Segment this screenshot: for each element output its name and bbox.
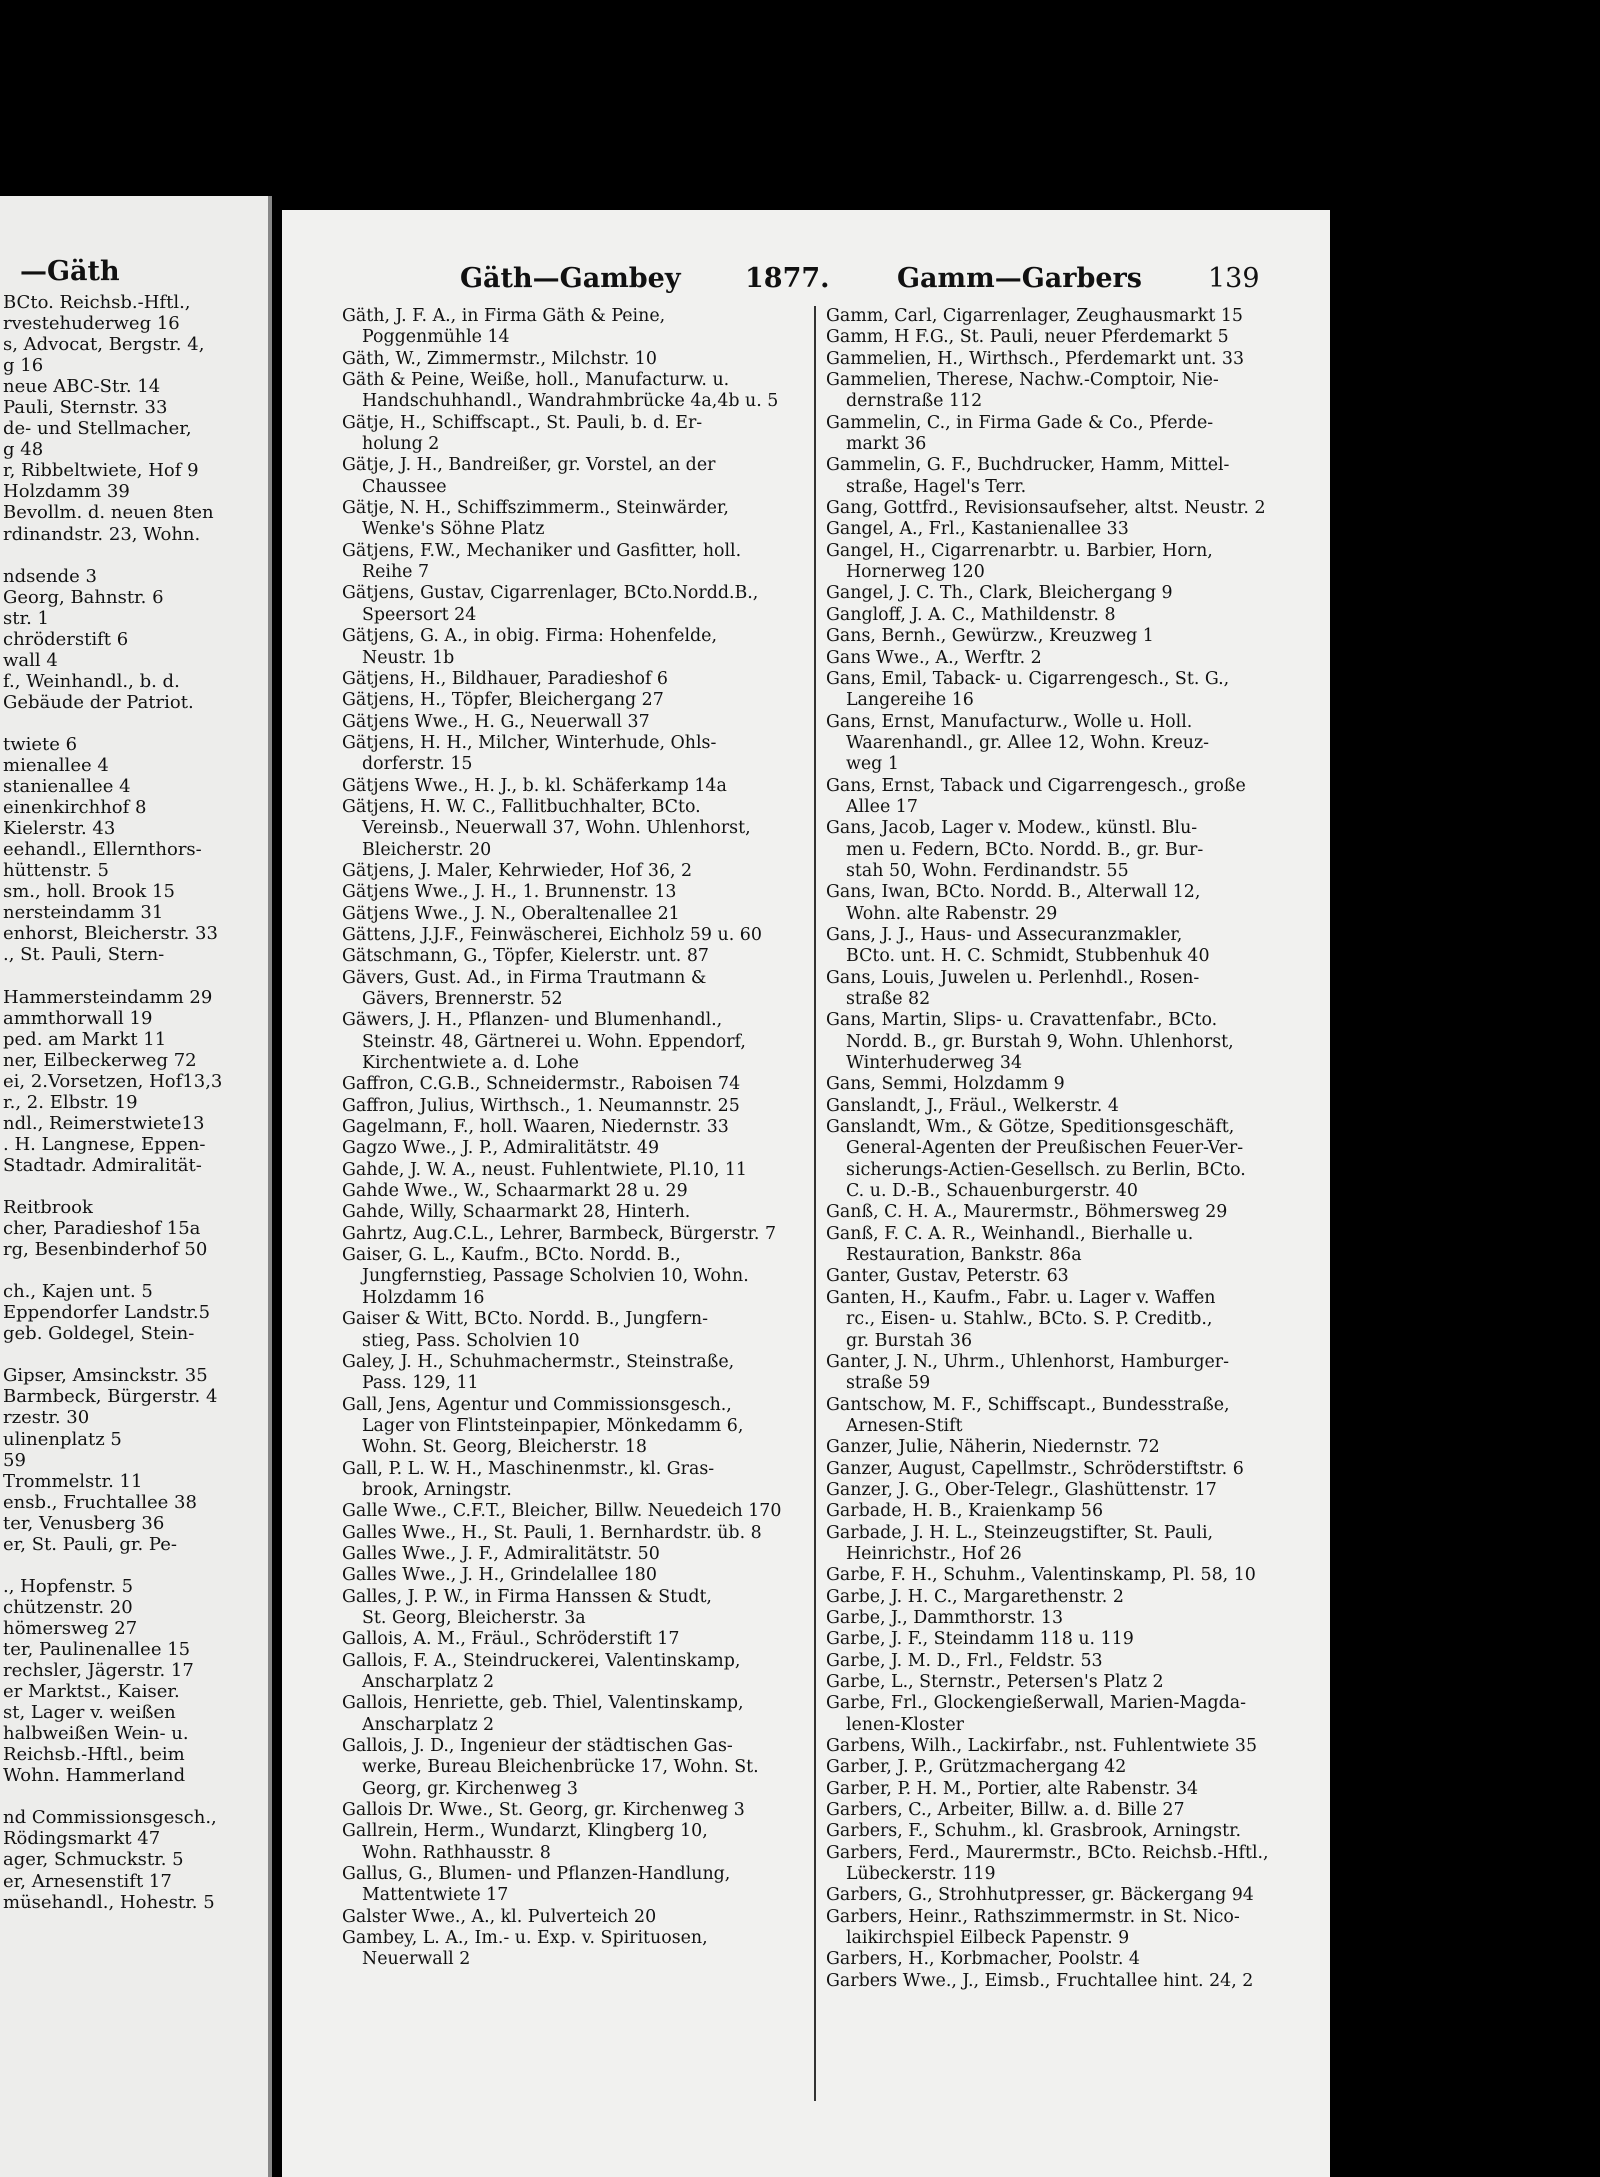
directory-line: ensb., Fruchtallee 38 — [3, 1491, 197, 1513]
directory-line: Lager von Flintsteinpapier, Mönkedamm 6, — [362, 1415, 744, 1436]
running-head-year: 1877. — [745, 263, 830, 294]
directory-line: Georg, Bahnstr. 6 — [3, 586, 164, 608]
directory-line: dernstraße 112 — [846, 391, 983, 412]
directory-line: mienallee 4 — [3, 755, 109, 777]
directory-line: Gätjens, H., Bildhauer, Paradieshof 6 — [342, 668, 668, 689]
directory-line: Holzdamm 39 — [3, 481, 130, 503]
directory-line: rc., Eisen- u. Stahlw., BCto. S. P. Creditb., — [846, 1309, 1213, 1330]
directory-line: Gätjens, G. A., in obig. Firma: Hohenfelde, — [342, 626, 717, 647]
directory-line: ., St. Pauli, Stern- — [3, 944, 165, 966]
directory-line: Wenke's Söhne Platz — [362, 519, 545, 540]
directory-line: ndsende 3 — [3, 565, 97, 587]
directory-line: Wohn. St. Georg, Bleicherstr. 18 — [362, 1437, 647, 1458]
directory-line: Galles, J. P. W., in Firma Hanssen & Studt, — [342, 1586, 712, 1607]
directory-line: markt 36 — [846, 434, 927, 455]
directory-line: Gätjens, H. W. C., Fallitbuchhalter, BCto. — [342, 796, 701, 817]
directory-line: eehandl., Ellernthors- — [3, 839, 202, 861]
directory-line: Gallois, F. A., Steindruckerei, Valentinskamp, — [342, 1650, 741, 1671]
directory-line: g 48 — [3, 439, 44, 461]
directory-line: ter, Venusberg 36 — [3, 1512, 165, 1534]
directory-line: Gans, Martin, Slips- u. Cravattenfabr., BCto. — [826, 1010, 1218, 1031]
directory-line: twiete 6 — [3, 733, 78, 755]
directory-line: rzestr. 30 — [3, 1407, 90, 1429]
directory-line: Gans, Iwan, BCto. Nordd. B., Alterwall 12, — [826, 882, 1201, 903]
directory-line: stanienallee 4 — [3, 776, 131, 798]
directory-line: Pauli, Sternstr. 33 — [3, 397, 168, 419]
directory-line: Gangel, J. C. Th., Clark, Bleichergang 9 — [826, 583, 1173, 604]
directory-line: Garber, J. P., Grützmachergang 42 — [826, 1757, 1127, 1778]
directory-line: Stadtadr. Admiralität- — [3, 1154, 202, 1176]
directory-line: Trommelstr. 11 — [3, 1470, 143, 1492]
directory-line: Gätjens, Gustav, Cigarrenlager, BCto.Nordd.B., — [342, 583, 759, 604]
directory-line: Gätjens, J. Maler, Kehrwieder, Hof 36, 2 — [342, 860, 693, 881]
directory-line: ter, Paulinenallee 15 — [3, 1639, 191, 1660]
directory-line: lenen-Kloster — [846, 1714, 964, 1735]
directory-line: Gäwers, J. H., Pflanzen- und Blumenhandl., — [342, 1010, 723, 1031]
directory-line: Poggenmühle 14 — [362, 327, 510, 348]
directory-line: Gallois, J. D., Ingenieur der städtischen Gas- — [342, 1736, 733, 1757]
directory-line: St. Georg, Bleicherstr. 3a — [362, 1607, 586, 1628]
directory-line: Ganzer, Julie, Näherin, Niedernstr. 72 — [826, 1437, 1160, 1458]
directory-line: Gipser, Amsinckstr. 35 — [3, 1365, 208, 1387]
directory-line: Chaussee — [362, 476, 447, 497]
directory-line: Neustr. 1b — [362, 647, 455, 668]
directory-line: Galle Wwe., C.F.T., Bleicher, Billw. Neuedeich 170 — [342, 1501, 782, 1522]
directory-line: Kielerstr. 43 — [3, 818, 116, 840]
directory-line — [0, 1344, 268, 1365]
directory-line: Steinstr. 48, Gärtnerei u. Wohn. Eppendorf, — [362, 1031, 746, 1052]
directory-line: Gall, P. L. W. H., Maschinenmstr., kl. Gras- — [342, 1458, 715, 1479]
directory-line: Gans, Bernh., Gewürzw., Kreuzweg 1 — [826, 626, 1154, 647]
directory-line: Jungfernstieg, Passage Scholvien 10, Wohn. — [362, 1266, 749, 1287]
directory-line: Gamm, H F.G., St. Pauli, neuer Pferdemarkt 5 — [826, 327, 1229, 348]
directory-line: Garbers, Heinr., Rathszimmermstr. in St. Nico- — [826, 1906, 1240, 1927]
column-divider — [814, 306, 816, 2101]
directory-line: Ganzer, J. G., Ober-Telegr., Glashüttenstr. 17 — [826, 1479, 1217, 1500]
directory-line: brook, Arningstr. — [362, 1479, 512, 1500]
directory-line: müsehandl., Hohestr. 5 — [3, 1891, 215, 1913]
directory-line: einenkirchhof 8 — [3, 797, 147, 819]
directory-line: werke, Bureau Bleichenbrücke 17, Wohn. St. — [362, 1757, 759, 1778]
directory-column-right — [826, 306, 1294, 1992]
directory-line: Langereihe 16 — [846, 690, 974, 711]
directory-line: BCto. unt. H. C. Schmidt, Stubbenhuk 40 — [846, 946, 1210, 967]
directory-line: chützenstr. 20 — [3, 1596, 133, 1618]
directory-line: hüttenstr. 5 — [3, 860, 109, 882]
directory-line: nd Commissionsgesch., — [3, 1807, 217, 1829]
directory-line: Galles Wwe., J. H., Grindelallee 180 — [342, 1565, 657, 1586]
directory-line: Hammersteindamm 29 — [3, 986, 213, 1008]
left-page-lines — [0, 292, 268, 1913]
directory-line: Neuerwall 2 — [362, 1949, 471, 1970]
directory-line: ei, 2.Vorsetzen, Hof13,3 — [3, 1070, 223, 1092]
directory-line: Gätje, H., Schiffscapt., St. Pauli, b. d. Er- — [342, 412, 703, 433]
directory-line: Garbe, J., Dammthorstr. 13 — [826, 1607, 1064, 1628]
directory-line: Gagelmann, F., holl. Waaren, Niedernstr. 33 — [342, 1117, 729, 1138]
directory-line: Waarenhandl., gr. Allee 12, Wohn. Kreuz- — [846, 732, 1209, 753]
directory-line: Gaffron, Julius, Wirthsch., 1. Neumannstr. 25 — [342, 1095, 740, 1116]
directory-line: enhorst, Bleicherstr. 33 — [3, 923, 218, 945]
directory-line: Gang, Gottfrd., Revisionsaufseher, altst. Neustr. 2 — [826, 498, 1266, 519]
directory-line: Gans, Semmi, Holzdamm 9 — [826, 1074, 1065, 1095]
directory-line: r., 2. Elbstr. 19 — [3, 1091, 138, 1113]
directory-line: Gätschmann, G., Töpfer, Kielerstr. unt. 87 — [342, 946, 709, 967]
directory-line: Gäth & Peine, Weiße, holl., Manufacturw. u. — [342, 370, 730, 391]
directory-line: Winterhuderweg 34 — [846, 1053, 1023, 1074]
running-head-left: Gäth—Gambey — [460, 263, 681, 294]
left-page — [0, 196, 272, 2177]
directory-line: 59 — [3, 1449, 26, 1471]
directory-line: st, Lager v. weißen — [3, 1702, 176, 1724]
directory-line: ch., Kajen unt. 5 — [3, 1281, 153, 1303]
directory-line: Gans Wwe., A., Werftr. 2 — [826, 647, 1042, 668]
directory-line: Ganß, F. C. A. R., Weinhandl., Bierhalle u. — [826, 1223, 1194, 1244]
directory-line: Gans, Emil, Taback- u. Cigarrengesch., St. G., — [826, 668, 1230, 689]
directory-line: Restauration, Bankstr. 86a — [846, 1245, 1082, 1266]
directory-line: Gäth, J. F. A., in Firma Gäth & Peine, — [342, 306, 666, 326]
directory-line: Gätjens, F.W., Mechaniker und Gasfitter, holl. — [342, 540, 742, 561]
directory-line: ped. am Markt 11 — [3, 1028, 167, 1050]
directory-line: Wohn. Rathhausstr. 8 — [362, 1842, 551, 1863]
directory-line: Garbe, J. M. D., Frl., Feldstr. 53 — [826, 1650, 1103, 1671]
directory-line: ulinenplatz 5 — [3, 1428, 122, 1450]
directory-line: Vereinsb., Neuerwall 37, Wohn. Uhlenhorst, — [362, 818, 751, 839]
directory-line: Gävers, Gust. Ad., in Firma Trautmann & — [342, 967, 707, 988]
directory-line: Galles Wwe., J. F., Admiralitätstr. 50 — [342, 1543, 660, 1564]
directory-line: Bevollm. d. neuen 8ten — [3, 502, 214, 524]
directory-line: g 16 — [3, 355, 44, 377]
directory-line: rvestehuderweg 16 — [3, 313, 180, 335]
directory-line: er, St. Pauli, gr. Pe- — [3, 1533, 177, 1555]
directory-line: rechsler, Jägerstr. 17 — [3, 1660, 194, 1682]
directory-line: Gätjens, H., Töpfer, Bleichergang 27 — [342, 690, 664, 711]
directory-line: Reichsb.-Hftl., beim — [3, 1744, 185, 1766]
directory-line: wall 4 — [3, 649, 58, 671]
directory-line: C. u. D.-B., Schauenburgerstr. 40 — [846, 1181, 1138, 1202]
directory-line: hömersweg 27 — [3, 1617, 138, 1639]
directory-line: Speersort 24 — [362, 604, 477, 625]
directory-line: Gantschow, M. F., Schiffscapt., Bundesstraße, — [826, 1394, 1230, 1415]
directory-line: de- und Stellmacher, — [3, 418, 192, 440]
directory-line: straße, Hagel's Terr. — [846, 476, 1027, 497]
page-number: 139 — [1208, 263, 1260, 294]
directory-line: Gaiser, G. L., Kaufm., BCto. Nordd. B., — [342, 1245, 681, 1266]
directory-line: Gaffron, C.G.B., Schneidermstr., Raboisen 74 — [342, 1074, 741, 1095]
directory-line: ndl., Reimerstwiete13 — [3, 1112, 205, 1134]
directory-line: Gammelien, H., Wirthsch., Pferdemarkt unt. 33 — [826, 348, 1245, 369]
directory-line: Gätjens Wwe., H. J., b. kl. Schäferkamp 14a — [342, 775, 727, 796]
directory-line: Gätje, J. H., Bandreißer, gr. Vorstel, an der — [342, 455, 716, 476]
directory-line: nersteindamm 31 — [3, 902, 164, 924]
directory-line — [0, 966, 268, 987]
directory-line: General-Agenten der Preußischen Feuer-Ver- — [846, 1138, 1244, 1159]
directory-line: Pass. 129, 11 — [362, 1373, 479, 1394]
directory-line: s, Advocat, Bergstr. 4, — [3, 334, 205, 356]
directory-line: Garber, P. H. M., Portier, alte Rabenstr. 34 — [826, 1778, 1199, 1799]
directory-line — [0, 713, 268, 734]
directory-line: men u. Federn, BCto. Nordd. B., gr. Bur- — [846, 839, 1204, 860]
directory-line: Arnesen-Stift — [846, 1415, 963, 1436]
directory-line: Garbe, J. H. C., Margarethenstr. 2 — [826, 1586, 1124, 1607]
directory-line: sicherungs-Actien-Gesellsch. zu Berlin, BCto. — [846, 1159, 1246, 1180]
directory-line: Galey, J. H., Schuhmachermstr., Steinstraße, — [342, 1351, 735, 1372]
directory-line: Ganslandt, J., Fräul., Welkerstr. 4 — [826, 1095, 1119, 1116]
directory-line: er, Arnesenstift 17 — [3, 1870, 172, 1892]
directory-line: Garbers Wwe., J., Eimsb., Fruchtallee hint. 24, 2 — [826, 1970, 1254, 1991]
directory-line: Galles Wwe., H., St. Pauli, 1. Bernhardstr. üb. 8 — [342, 1522, 762, 1543]
directory-line: Gangel, H., Cigarrenarbtr. u. Barbier, Horn, — [826, 540, 1213, 561]
directory-line: Bleicherstr. 20 — [362, 839, 492, 860]
directory-line: Gans, Ernst, Taback und Cigarrengesch., große — [826, 775, 1246, 796]
directory-line: Gall, Jens, Agentur und Commissionsgesch., — [342, 1394, 732, 1415]
directory-column-left — [342, 306, 810, 1971]
directory-line: dorferstr. 15 — [362, 754, 473, 775]
directory-line: Gans, Ernst, Manufacturw., Wolle u. Holl. — [826, 711, 1193, 732]
directory-line: straße 59 — [846, 1373, 931, 1394]
directory-line: Gammelin, C., in Firma Gade & Co., Pferde- — [826, 412, 1214, 433]
directory-line: straße 82 — [846, 989, 931, 1009]
directory-line: Georg, gr. Kirchenweg 3 — [362, 1778, 578, 1799]
directory-line: Ganzer, August, Capellmstr., Schröderstiftstr. 6 — [826, 1458, 1244, 1479]
directory-line: rdinandstr. 23, Wohn. — [3, 523, 201, 545]
directory-line: Gallrein, Herm., Wundarzt, Klingberg 10, — [342, 1821, 708, 1842]
directory-line: Gaiser & Witt, BCto. Nordd. B., Jungfern- — [342, 1309, 708, 1330]
directory-line: sm., holl. Brook 15 — [3, 881, 175, 903]
directory-line: Heinrichstr., Hof 26 — [846, 1543, 1022, 1564]
directory-line: Garbade, H. B., Kraienkamp 56 — [826, 1501, 1104, 1522]
directory-line: Gebäude der Patriot. — [3, 691, 194, 713]
directory-line: Ganß, C. H. A., Maurermstr., Böhmersweg 29 — [826, 1202, 1228, 1223]
directory-line: Gamm, Carl, Cigarrenlager, Zeughausmarkt 15 — [826, 306, 1243, 326]
directory-line: Garbers, Ferd., Maurermstr., BCto. Reichsb.-Hftl., — [826, 1842, 1269, 1863]
directory-line: Gäth, W., Zimmermstr., Milchstr. 10 — [342, 348, 657, 369]
directory-line: er Marktst., Kaiser. — [3, 1681, 180, 1703]
directory-line: Gammelien, Therese, Nachw.-Comptoir, Nie- — [826, 370, 1219, 391]
directory-line: Lübeckerstr. 119 — [846, 1864, 996, 1885]
directory-line: Kirchentwiete a. d. Lohe — [362, 1053, 579, 1074]
directory-line: Gahde, J. W. A., neust. Fuhlentwiete, Pl.10, 11 — [342, 1159, 748, 1180]
directory-line: Garbe, F. H., Schuhm., Valentinskamp, Pl. 58, 10 — [826, 1565, 1256, 1586]
directory-line — [0, 1786, 268, 1807]
directory-line: Gätje, N. H., Schiffszimmerm., Steinwärder, — [342, 498, 729, 519]
directory-line: Gättens, J.J.F., Feinwäscherei, Eichholz 59 u. 60 — [342, 924, 762, 945]
directory-line: Gätjens Wwe., J. H., 1. Brunnenstr. 13 — [342, 882, 677, 903]
directory-line: . H. Langnese, Eppen- — [3, 1133, 206, 1155]
directory-line — [0, 1555, 268, 1576]
directory-line: ammthorwall 19 — [3, 1007, 153, 1029]
directory-line: Ganslandt, Wm., & Götze, Speditionsgeschäft, — [826, 1117, 1235, 1138]
directory-line: laikirchspiel Eilbeck Papenstr. 9 — [846, 1928, 1130, 1949]
directory-line: Gangel, A., Frl., Kastanienallee 33 — [826, 519, 1129, 540]
directory-line: rg, Besenbinderhof 50 — [3, 1239, 208, 1261]
directory-line: Gätjens, H. H., Milcher, Winterhude, Ohls- — [342, 732, 717, 753]
directory-line: Anscharplatz 2 — [362, 1672, 495, 1692]
directory-line: ., Hopfenstr. 5 — [3, 1575, 134, 1597]
directory-line: Ganter, Gustav, Peterstr. 63 — [826, 1266, 1069, 1287]
directory-line: r, Ribbeltwiete, Hof 9 — [3, 460, 199, 482]
directory-line: Garbe, J. F., Steindamm 118 u. 119 — [826, 1629, 1134, 1650]
directory-line: Gahde Wwe., W., Schaarmarkt 28 u. 29 — [342, 1181, 688, 1202]
directory-line: gr. Burstah 36 — [846, 1330, 973, 1351]
directory-line: Allee 17 — [846, 796, 918, 817]
directory-line: Gans, Louis, Juwelen u. Perlenhdl., Rosen- — [826, 967, 1200, 988]
directory-line: Garbers, G., Strohhutpresser, gr. Bäckergang 94 — [826, 1885, 1254, 1906]
directory-line: Gallois, Henriette, geb. Thiel, Valentinskamp, — [342, 1693, 744, 1714]
directory-line: Nordd. B., gr. Burstah 9, Wohn. Uhlenhorst, — [846, 1031, 1234, 1052]
directory-line: Rödingsmarkt 47 — [3, 1828, 161, 1850]
directory-line: Gätjens Wwe., J. N., Oberaltenallee 21 — [342, 903, 680, 924]
directory-line: Wohn. Hammerland — [3, 1765, 186, 1787]
directory-line: Garbe, Frl., Glockengießerwall, Marien-Magda- — [826, 1693, 1247, 1714]
directory-line: Galster Wwe., A., kl. Pulverteich 20 — [342, 1906, 657, 1927]
directory-line: Wohn. alte Rabenstr. 29 — [846, 903, 1058, 924]
directory-line: Reitbrook — [3, 1197, 93, 1219]
directory-line: Garbe, L., Sternstr., Petersen's Platz 2 — [826, 1672, 1164, 1692]
directory-line: neue ABC-Str. 14 — [3, 376, 161, 398]
directory-line: Gambey, L. A., Im.- u. Exp. v. Spirituosen, — [342, 1928, 708, 1949]
directory-line: Gans, Jacob, Lager v. Modew., künstl. Blu- — [826, 818, 1198, 839]
directory-line: Gammelin, G. F., Buchdrucker, Hamm, Mittel- — [826, 455, 1230, 476]
directory-line: Eppendorfer Landstr.5 — [3, 1302, 211, 1324]
left-page-header: —Gäth — [20, 256, 120, 287]
directory-line: Gans, J. J., Haus- und Assecuranzmakler, — [826, 924, 1183, 945]
directory-line: str. 1 — [3, 607, 49, 629]
directory-line: Gallois, A. M., Fräul., Schröderstift 17 — [342, 1629, 680, 1650]
directory-line: stah 50, Wohn. Ferdinandstr. 55 — [846, 860, 1129, 881]
directory-line: Barmbeck, Bürgerstr. 4 — [3, 1386, 218, 1408]
directory-line: BCto. Reichsb.-Hftl., — [3, 292, 191, 313]
directory-line: Gangloff, J. A. C., Mathildenstr. 8 — [826, 604, 1116, 625]
directory-line — [0, 545, 268, 566]
directory-line: Garbens, Wilh., Lackirfabr., nst. Fuhlentwiete 35 — [826, 1736, 1258, 1757]
directory-line: Gallois Dr. Wwe., St. Georg, gr. Kirchenweg 3 — [342, 1800, 745, 1821]
directory-line: holung 2 — [362, 434, 440, 455]
directory-line: chröderstift 6 — [3, 628, 129, 650]
directory-line: Ganten, H., Kaufm., Fabr. u. Lager v. Waffen — [826, 1287, 1216, 1308]
directory-line: weg 1 — [846, 754, 899, 775]
directory-line: Gallus, G., Blumen- und Pflanzen-Handlung, — [342, 1864, 731, 1885]
directory-line: cher, Paradieshof 15a — [3, 1218, 201, 1240]
directory-line: Gahrtz, Aug.C.L., Lehrer, Barmbeck, Bürgerstr. 7 — [342, 1223, 777, 1244]
directory-line: stieg, Pass. Scholvien 10 — [362, 1330, 580, 1351]
directory-line: Garbade, J. H. L., Steinzeugstifter, St. Pauli, — [826, 1522, 1214, 1543]
directory-line: Ganter, J. N., Uhrm., Uhlenhorst, Hamburger- — [826, 1351, 1229, 1372]
directory-line: Reihe 7 — [362, 562, 430, 583]
directory-line: Anscharplatz 2 — [362, 1714, 495, 1735]
directory-line: geb. Goldegel, Stein- — [3, 1323, 195, 1345]
directory-line: Gahde, Willy, Schaarmarkt 28, Hinterh. — [342, 1202, 691, 1223]
directory-line: Gagzo Wwe., J. P., Admiralitätstr. 49 — [342, 1138, 660, 1159]
directory-line: Garbers, F., Schuhm., kl. Grasbrook, Arningstr. — [826, 1821, 1242, 1842]
running-head-right: Gamm—Garbers — [897, 263, 1142, 294]
directory-line: f., Weinhandl., b. d. — [3, 670, 180, 692]
directory-line: Handschuhhandl., Wandrahmbrücke 4a,4b u. 5 — [362, 391, 779, 412]
directory-line — [0, 1260, 268, 1281]
directory-line: ner, Eilbeckerweg 72 — [3, 1049, 197, 1071]
directory-line: halbweißen Wein- u. — [3, 1723, 189, 1745]
directory-line: Gätjens Wwe., H. G., Neuerwall 37 — [342, 711, 650, 732]
directory-line: Gävers, Brennerstr. 52 — [362, 989, 563, 1009]
directory-line: Hornerweg 120 — [846, 562, 985, 583]
directory-line: Mattentwiete 17 — [362, 1885, 509, 1906]
directory-line: Garbers, H., Korbmacher, Poolstr. 4 — [826, 1949, 1140, 1970]
directory-line: Holzdamm 16 — [362, 1287, 485, 1308]
right-page — [282, 210, 1330, 2177]
directory-line: Garbers, C., Arbeiter, Billw. a. d. Bille 27 — [826, 1800, 1185, 1821]
directory-line: ager, Schmuckstr. 5 — [3, 1849, 184, 1871]
directory-line — [0, 1176, 268, 1197]
